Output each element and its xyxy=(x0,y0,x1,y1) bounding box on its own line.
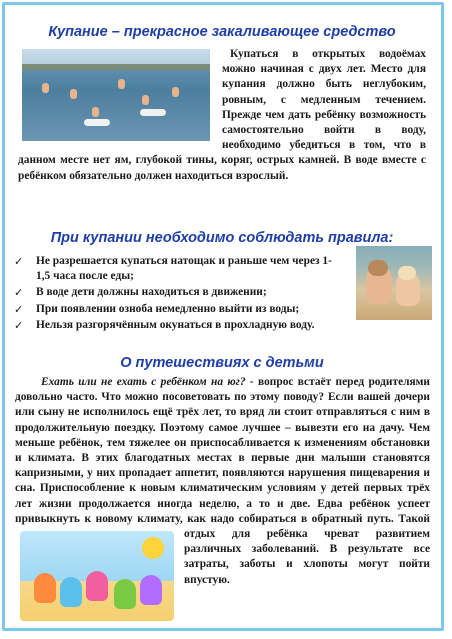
check-icon: ✓ xyxy=(14,318,24,332)
section-title-travel: О путешествиях с детьми xyxy=(120,355,324,371)
page-content xyxy=(10,10,434,630)
list-item: ✓ Нельзя разгорячённым окунаться в прохладную воду. xyxy=(14,318,315,332)
check-icon: ✓ xyxy=(14,302,24,316)
check-icon: ✓ xyxy=(14,255,24,268)
bathing-paragraph: Купаться в открытых водоёмах можно начиная с двух лет. Место для купания должно быть неглубоким, ровным, с медленным течением. Прежде чем дать ребёнку возможность самостоятельно войти в воду, необходимо убедиться в том, что в данном месте нет ям, глубокой тины, коряг, острых камней. В воде вместе с ребёнком обязательно должен находиться взрослый. xyxy=(18,48,426,182)
list-item: ✓ При появлении озноба немедленно выйти из воды; xyxy=(14,302,300,316)
vacation-cartoon-illustration xyxy=(20,531,174,621)
rules-list xyxy=(14,254,334,334)
section-title-rules: При купании необходимо соблюдать правила: xyxy=(50,230,394,246)
check-icon: ✓ xyxy=(14,286,24,300)
children-photo xyxy=(356,246,432,320)
list-item: ✓ Не разрешается купаться натощак и раньше чем через 1-1,5 часа после еды; xyxy=(14,255,332,283)
travel-body: вопрос встаёт перед родителями довольно часто. Что можно посоветовать по этому поводу? Если вашей дочери или сыну не исполнилось ещё трёх лет, то вряд ли стоит отправляться с ним в продолжительную поездку. Поэтому самое лучшее – вывезти его на дачу. Чем меньше ребёнок, тем тяжелее он приспосабливается к изменениям обстановки и климата. В этих благодатных местах в первые дни малыши становятся капризными, у них пропадает аппетит, появляются нарушения пищеварения и сна. Приспособление к новым климатическим условиям у детей первых трёх лет жизни продолжается иногда неделю, а то и две. Едва ребёнок успеет привыкнуть к новому климату, как надо собираться в обратный путь. Такой отдых для ребёнка чреват развитием различных заболеваний. В результате все затраты, заботы и хлопоты могут пойти впустую. xyxy=(15,376,430,586)
list-item: ✓ В воде дети должны находиться в движении; xyxy=(14,286,267,300)
beach-photo xyxy=(22,49,210,141)
section-title-bathing: Купание – прекрасное закаливающее средство xyxy=(48,24,396,40)
travel-lead: Ехать или не ехать с ребёнком на юг? - xyxy=(41,376,254,388)
